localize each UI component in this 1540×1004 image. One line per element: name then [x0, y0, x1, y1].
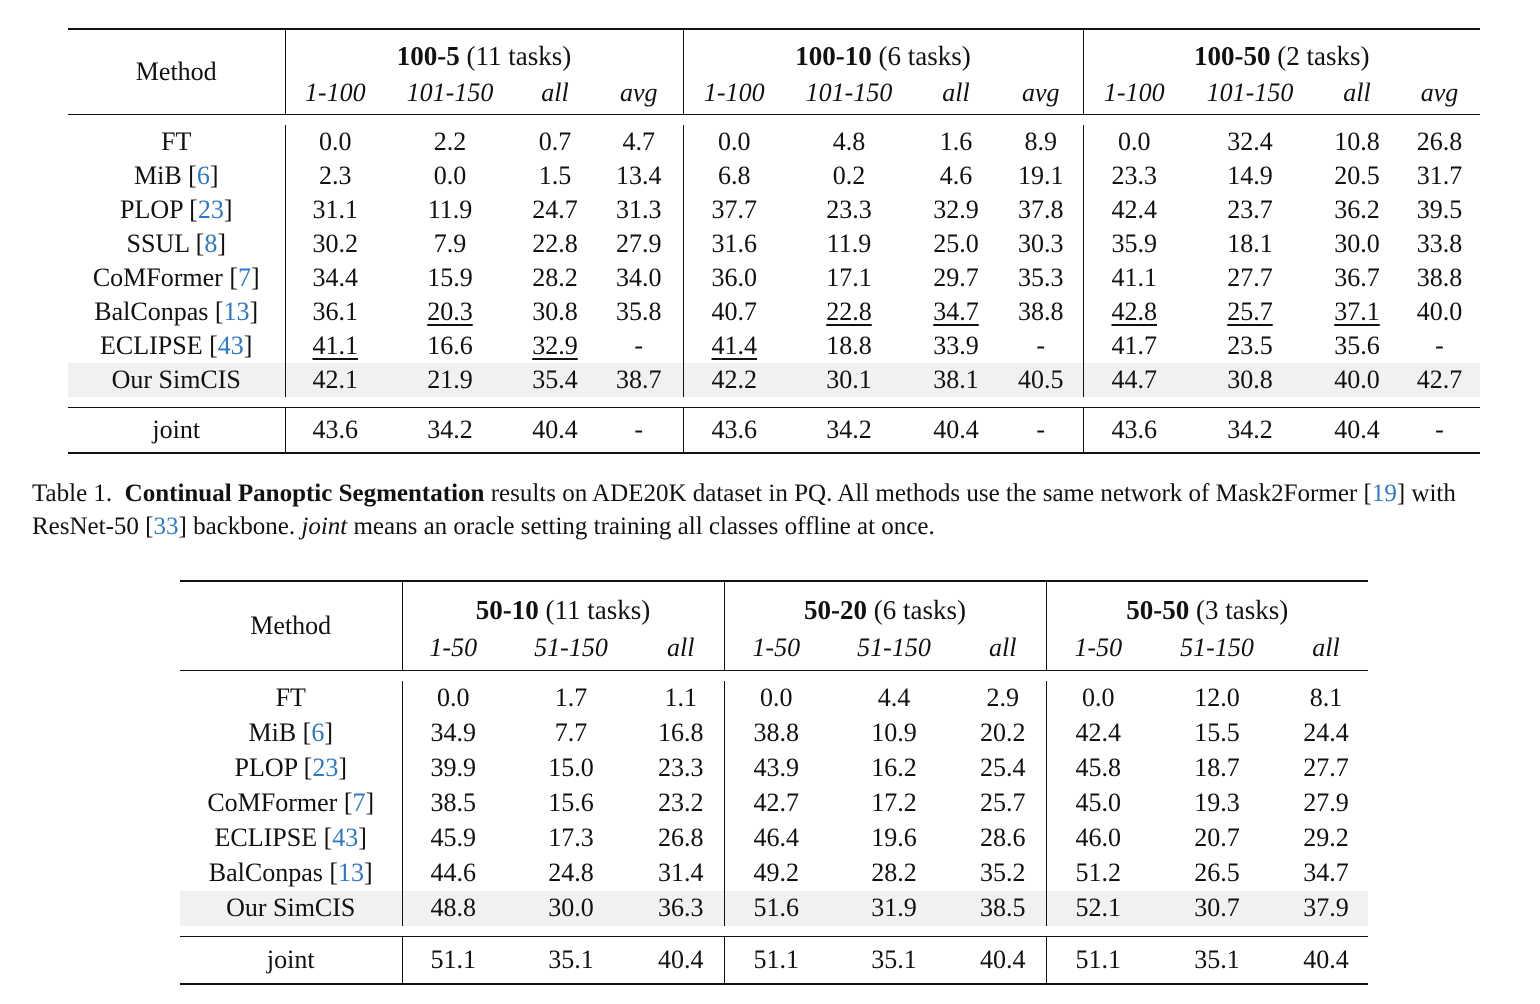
table-row — [68, 193, 1480, 227]
citation-link[interactable]: 19 — [1371, 480, 1397, 507]
table-cell: 0.0 — [1083, 125, 1185, 159]
method-name: BalConpas [13] — [208, 858, 373, 887]
table-cell: 36.3 — [638, 891, 724, 926]
table-cell: 34.0 — [616, 262, 662, 292]
table-row — [68, 261, 1480, 295]
table-cell: 0.7 — [538, 126, 572, 156]
citation-link[interactable]: 7 — [238, 262, 251, 292]
table-cell: 16.2 — [871, 753, 917, 782]
column-header: all — [515, 72, 595, 114]
table-cell: 17.2 — [871, 788, 917, 817]
citation-link[interactable]: 43 — [332, 823, 359, 852]
table-cell: 17.1 — [826, 262, 872, 292]
table-cell: 20.5 — [1334, 160, 1380, 190]
column-header: all — [1315, 72, 1399, 114]
table-cell: 15.9 — [427, 262, 473, 292]
citation-link[interactable]: 13 — [223, 296, 250, 326]
table-cell: 0.0 — [285, 125, 385, 159]
table-cell: - — [634, 330, 644, 360]
table-row — [180, 856, 1368, 891]
table-cell: 31.4 — [658, 858, 704, 887]
table-cell: 2.9 — [986, 683, 1019, 712]
table-cell: 33.8 — [1416, 228, 1463, 258]
method-name: CoMFormer [7] — [92, 262, 260, 292]
group-header: 100-10 (6 tasks) — [683, 29, 1083, 72]
citation-link[interactable]: 23 — [197, 194, 224, 224]
table-cell: 0.0 — [1046, 681, 1150, 716]
table-cell: 27.7 — [1303, 753, 1349, 782]
table-cell: 44.7 — [1083, 363, 1185, 397]
table-cell: 30.0 — [504, 891, 638, 926]
column-header: avg — [1399, 72, 1480, 114]
method-header: Method — [180, 581, 402, 670]
table-cell: 51.1 — [402, 936, 504, 984]
method-name: BalConpas [13] — [94, 296, 259, 326]
table-cell: 38.5 — [402, 786, 504, 821]
table-cell: 52.1 — [1046, 891, 1150, 926]
table-cell: 8.1 — [1309, 683, 1343, 712]
table-row — [68, 125, 1480, 159]
table-cell: 30.2 — [285, 227, 385, 261]
table-cell: 17.3 — [548, 823, 594, 852]
citation-link[interactable]: 6 — [196, 160, 210, 190]
table-cell: 36.0 — [683, 261, 785, 295]
table-cell: 12.0 — [1194, 683, 1240, 712]
table-cell: 40.4 — [913, 407, 999, 453]
table-cell: 7.7 — [554, 718, 588, 747]
table-cell: 51.6 — [724, 891, 828, 926]
table-cell: 1.5 — [538, 160, 572, 190]
table-cell: 1.1 — [664, 683, 697, 712]
column-header: 51-150 — [504, 626, 638, 670]
table-cell: 46.4 — [724, 821, 828, 856]
table-cell: 41.1 — [1083, 261, 1185, 295]
table-cell: 0.0 — [683, 125, 785, 159]
table-cell: 36.1 — [285, 295, 385, 329]
table-cell: 42.7 — [1399, 363, 1480, 397]
table-cell: 43.6 — [683, 407, 785, 453]
table-cell: 48.8 — [402, 891, 504, 926]
table-cell: 43.6 — [1083, 407, 1185, 453]
table-cell: 36.7 — [1334, 262, 1380, 292]
table-row — [180, 751, 1368, 786]
table-cell: 20.7 — [1194, 823, 1240, 852]
table-cell: 51.1 — [724, 936, 828, 984]
column-header: 1-100 — [1083, 72, 1185, 114]
table-cell: 0.2 — [832, 160, 866, 190]
table-row — [68, 295, 1480, 329]
table-cell: 38.8 — [1018, 296, 1064, 326]
table-cell: 46.0 — [1046, 821, 1150, 856]
table-cell: 30.8 — [1185, 363, 1315, 397]
table-cell: 26.8 — [1416, 126, 1463, 156]
table-cell: 0.0 — [433, 160, 467, 190]
table-cell: 23.7 — [1227, 194, 1273, 224]
table-cell: 25.7 — [980, 788, 1026, 817]
column-header: 101-150 — [385, 72, 515, 114]
table-cell: 4.6 — [939, 160, 973, 190]
table-cell: 26.8 — [658, 823, 704, 852]
table-cell: 32.9 — [532, 330, 578, 360]
table-cell: 1.7 — [554, 683, 588, 712]
table-cell: 40.5 — [999, 363, 1083, 397]
table-cell: 23.3 — [658, 753, 704, 782]
table-cell: 31.6 — [683, 227, 785, 261]
table-cell: 38.8 — [724, 716, 828, 751]
table-cell: 2.2 — [433, 126, 467, 156]
column-header: 1-50 — [1046, 626, 1150, 670]
table-cell: 40.4 — [960, 936, 1046, 984]
table-cell: 40.0 — [1315, 363, 1399, 397]
table-cell: 2.3 — [285, 159, 385, 193]
table-cell: 45.9 — [402, 821, 504, 856]
table-cell: 22.8 — [826, 296, 872, 326]
table-cell: 0.0 — [402, 681, 504, 716]
table-cell: 18.7 — [1194, 753, 1240, 782]
table-cell: 41.4 — [683, 329, 785, 363]
column-header: 101-150 — [785, 72, 913, 114]
table-cell: 37.8 — [1018, 194, 1064, 224]
table-cell: 41.1 — [285, 329, 385, 363]
table-cell: 11.9 — [826, 228, 872, 258]
table-cell: 27.7 — [1227, 262, 1273, 292]
table-cell: 35.9 — [1083, 227, 1185, 261]
table-cell: 29.7 — [933, 262, 979, 292]
table-cell: 45.0 — [1046, 786, 1150, 821]
table-cell: 25.7 — [1227, 296, 1273, 326]
method-header: Method — [68, 29, 285, 114]
table-cell: 16.6 — [427, 330, 473, 360]
table-cell: 42.7 — [724, 786, 828, 821]
table-cell: 44.6 — [402, 856, 504, 891]
table-cell: 31.7 — [1416, 160, 1463, 190]
column-header: all — [960, 626, 1046, 670]
table-cell: 16.8 — [658, 718, 704, 747]
method-name: MiB [6] — [133, 160, 219, 190]
table-cell: 35.4 — [515, 363, 595, 397]
table-cell: 30.1 — [785, 363, 913, 397]
table-cell: 35.3 — [1018, 262, 1064, 292]
table-cell: 8.9 — [1024, 126, 1057, 156]
method-name: FT — [161, 126, 192, 156]
table-cell: 4.8 — [832, 126, 866, 156]
table-cell: 30.3 — [1018, 228, 1064, 258]
table-cell: 21.9 — [385, 363, 515, 397]
table-cell: 24.8 — [548, 858, 594, 887]
table-cell: 4.7 — [622, 126, 655, 156]
spacer — [68, 114, 1480, 125]
table-cell: 35.1 — [828, 936, 960, 984]
table-cell: 24.7 — [532, 194, 578, 224]
table-cell: 18.1 — [1227, 228, 1273, 258]
citation-link[interactable]: 6 — [311, 718, 325, 747]
table-cell: 39.9 — [402, 751, 504, 786]
table-cell: 37.9 — [1284, 891, 1368, 926]
citation-link[interactable]: 23 — [312, 753, 339, 782]
table-cell: 10.8 — [1334, 126, 1380, 156]
table-cell: 35.8 — [616, 296, 662, 326]
table-cell: 24.4 — [1303, 718, 1349, 747]
table-caption: Table 1. Continual Panoptic Segmentation results on ADE20K dataset in PQ. All methods use the same network of Mask2Former [19] with ResNet-50 [33] backbone. joint means an oracle setting training all classes offline at once. — [32, 480, 1456, 540]
table-cell: 20.2 — [980, 718, 1026, 747]
group-header: 50-50 (3 tasks) — [1046, 581, 1368, 626]
table-cell: 18.8 — [826, 330, 872, 360]
table-cell: 25.0 — [933, 228, 979, 258]
table-cell: 34.9 — [402, 716, 504, 751]
table-cell: 49.2 — [724, 856, 828, 891]
table-cell: 6.8 — [683, 159, 785, 193]
table-cell: 29.2 — [1303, 823, 1349, 852]
table-cell: 40.4 — [1315, 407, 1399, 453]
column-header: 51-150 — [828, 626, 960, 670]
table-cell: 10.9 — [871, 718, 917, 747]
method-name: CoMFormer [7] — [207, 788, 375, 817]
table-row — [180, 786, 1368, 821]
table-cell: 51.2 — [1046, 856, 1150, 891]
citation-link[interactable]: 43 — [217, 330, 244, 360]
table-cell: 40.7 — [683, 295, 785, 329]
column-header: avg — [595, 72, 683, 114]
citation-link[interactable]: 7 — [352, 788, 366, 817]
table-cell: 13.4 — [616, 160, 662, 190]
table-cell: 42.8 — [1083, 295, 1185, 329]
column-header: all — [638, 626, 724, 670]
column-header: 1-100 — [683, 72, 785, 114]
table-row — [180, 681, 1368, 716]
table-row — [180, 716, 1368, 751]
table-cell: 42.1 — [285, 363, 385, 397]
table-cell: 30.8 — [532, 296, 578, 326]
table-row — [180, 821, 1368, 856]
table-cell: 35.6 — [1334, 330, 1380, 360]
table-cell: 19.1 — [1018, 160, 1064, 190]
column-header: avg — [999, 72, 1083, 114]
table-cell: 15.5 — [1194, 718, 1240, 747]
table-cell: 20.3 — [427, 296, 473, 326]
table-cell: 41.7 — [1083, 329, 1185, 363]
table-row — [68, 329, 1480, 363]
table-cell: 7.9 — [433, 228, 467, 258]
table-cell: 32.4 — [1227, 126, 1273, 156]
column-header: 1-50 — [724, 626, 828, 670]
table-cell: 15.0 — [548, 753, 594, 782]
table-cell: 25.4 — [980, 753, 1026, 782]
method-name: MiB [6] — [248, 718, 334, 747]
table-cell: 23.3 — [826, 194, 872, 224]
table-cell: 35.2 — [980, 858, 1026, 887]
table-cell: 22.8 — [532, 228, 578, 258]
column-header: 1-100 — [285, 72, 385, 114]
table-cell: - — [999, 407, 1083, 453]
table-cell: 0.0 — [724, 681, 828, 716]
citation-link[interactable]: 13 — [338, 858, 365, 887]
table-cell: 26.5 — [1194, 858, 1240, 887]
table-cell: 31.1 — [285, 193, 385, 227]
method-name: PLOP [23] — [234, 753, 347, 782]
method-name: FT — [275, 683, 306, 712]
method-name: ECLIPSE [43] — [100, 330, 253, 360]
table-cell: 51.1 — [1046, 936, 1150, 984]
results-table-1 — [68, 28, 1480, 454]
group-header: 100-5 (11 tasks) — [285, 29, 683, 72]
table-cell: 34.2 — [785, 407, 913, 453]
table-cell: 34.7 — [1303, 858, 1349, 887]
results-table-2 — [180, 580, 1368, 985]
table-cell: 34.4 — [285, 261, 385, 295]
group-header: 50-20 (6 tasks) — [724, 581, 1046, 626]
table-row-joint — [68, 407, 1480, 453]
column-header: 1-50 — [402, 626, 504, 670]
table-cell: 23.2 — [658, 788, 704, 817]
table-cell: 31.3 — [616, 194, 662, 224]
table-row-ours — [180, 891, 1368, 926]
table-cell: 19.3 — [1194, 788, 1240, 817]
group-header: 50-10 (11 tasks) — [402, 581, 724, 626]
table-cell: 4.4 — [877, 683, 911, 712]
column-header: 51-150 — [1150, 626, 1284, 670]
spacer — [68, 397, 1480, 408]
method-name: SSUL [8] — [126, 228, 226, 258]
group-header: 100-50 (2 tasks) — [1083, 29, 1480, 72]
table-cell: 37.1 — [1334, 296, 1380, 326]
table-cell: 15.6 — [548, 788, 594, 817]
table-cell: 27.9 — [616, 228, 662, 258]
table-cell: 34.7 — [933, 296, 979, 326]
table-cell: 30.0 — [1334, 228, 1380, 258]
method-name: PLOP [23] — [120, 194, 233, 224]
table-cell: 42.4 — [1046, 716, 1150, 751]
table-cell: 32.9 — [933, 194, 979, 224]
table-cell: - — [1399, 407, 1480, 453]
method-name: joint — [68, 407, 285, 453]
table-cell: 33.9 — [933, 330, 979, 360]
table-cell: 38.1 — [913, 363, 999, 397]
table-row — [68, 159, 1480, 193]
table-cell: 34.2 — [1185, 407, 1315, 453]
citation-link[interactable]: 33 — [153, 513, 179, 540]
method-name: joint — [180, 936, 402, 984]
spacer — [180, 926, 1368, 937]
table-cell: 36.2 — [1334, 194, 1380, 224]
citation-link[interactable]: 8 — [204, 228, 218, 258]
table-row — [68, 227, 1480, 261]
table-cell: 40.4 — [515, 407, 595, 453]
table-cell: 27.9 — [1303, 788, 1349, 817]
table-row-ours — [68, 363, 1480, 397]
table-cell: 45.8 — [1046, 751, 1150, 786]
table-cell: 39.5 — [1416, 194, 1463, 224]
table-cell: 42.4 — [1083, 193, 1185, 227]
method-name: ECLIPSE [43] — [214, 823, 367, 852]
table-cell: 28.2 — [532, 262, 578, 292]
column-header: all — [913, 72, 999, 114]
table-cell: - — [1435, 330, 1444, 360]
table-cell: 38.5 — [960, 891, 1046, 926]
method-name: Our SimCIS — [180, 891, 402, 926]
table-cell: 31.9 — [828, 891, 960, 926]
table-cell: 11.9 — [427, 194, 473, 224]
table-cell: 23.3 — [1083, 159, 1185, 193]
table-cell: 28.6 — [980, 823, 1026, 852]
table-cell: 30.7 — [1150, 891, 1284, 926]
method-name: Our SimCIS — [68, 363, 285, 397]
table-cell: 1.6 — [939, 126, 973, 156]
table-cell: 35.1 — [1150, 936, 1284, 984]
spacer — [180, 670, 1368, 681]
table-cell: 40.0 — [1416, 296, 1463, 326]
table-cell: 19.6 — [871, 823, 917, 852]
table-cell: 34.2 — [385, 407, 515, 453]
table-cell: 37.7 — [683, 193, 785, 227]
table-cell: - — [1036, 330, 1046, 360]
table-cell: 35.1 — [504, 936, 638, 984]
table-cell: 23.5 — [1227, 330, 1273, 360]
table-cell: 40.4 — [1284, 936, 1368, 984]
table-cell: 42.2 — [683, 363, 785, 397]
table-cell: 43.9 — [724, 751, 828, 786]
table-cell: 38.8 — [1416, 262, 1463, 292]
table-cell: 28.2 — [871, 858, 917, 887]
table-cell: 40.4 — [638, 936, 724, 984]
table-cell: 14.9 — [1227, 160, 1273, 190]
column-header: 101-150 — [1185, 72, 1315, 114]
table-cell: 43.6 — [285, 407, 385, 453]
table-row-joint — [180, 936, 1368, 984]
column-header: all — [1284, 626, 1368, 670]
table-cell: 38.7 — [595, 363, 683, 397]
table-cell: - — [595, 407, 683, 453]
